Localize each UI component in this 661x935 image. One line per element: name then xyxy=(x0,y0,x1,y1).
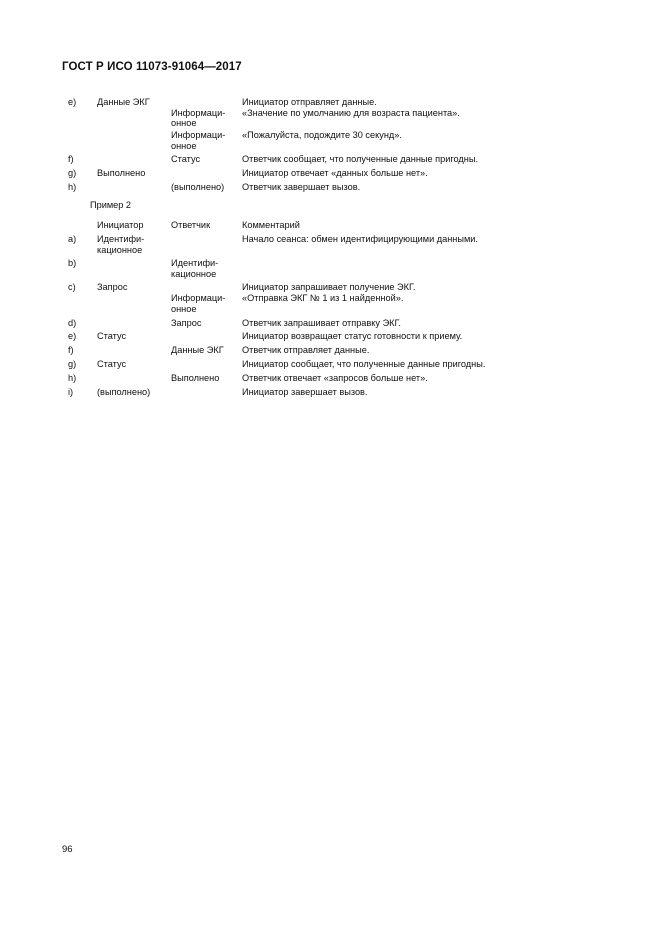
responder-cell: (выполнено) xyxy=(171,182,225,192)
responder-cell: Идентифи- xyxy=(171,258,219,268)
comment-header: Комментарий xyxy=(242,220,300,230)
responder-cell: Информаци- xyxy=(171,130,226,140)
initiator-cell: кационное xyxy=(97,245,143,255)
comment-cell: «Значение по умолчанию для возраста пациента». xyxy=(242,108,460,118)
comment-cell: Инициатор завершает вызов. xyxy=(242,387,368,397)
responder-cell: Данные ЭКГ xyxy=(171,345,224,355)
responder-cell: Информаци- xyxy=(171,293,226,303)
step-key: a) xyxy=(68,234,77,244)
step-key: e) xyxy=(68,97,77,107)
document-header: ГОСТ Р ИСО 11073-91064—2017 xyxy=(62,61,242,73)
comment-cell: Ответчик отправляет данные. xyxy=(242,345,370,355)
comment-cell: Инициатор сообщает, что полученные данные пригодны. xyxy=(242,359,486,369)
step-key: d) xyxy=(68,318,77,328)
initiator-cell: Статус xyxy=(97,359,127,369)
responder-cell: Запрос xyxy=(171,318,202,328)
comment-cell: Начало сеанса: обмен идентифицирующими данными. xyxy=(242,234,478,244)
responder-cell: Информаци- xyxy=(171,108,226,118)
initiator-cell: Запрос xyxy=(97,282,128,292)
responder-cell: Выполнено xyxy=(171,373,220,383)
initiator-cell: Идентифи- xyxy=(97,234,145,244)
step-key: b) xyxy=(68,258,77,268)
comment-cell: «Отправка ЭКГ № 1 из 1 найденной». xyxy=(242,293,404,303)
responder-header: Ответчик xyxy=(171,220,211,230)
step-key: f) xyxy=(68,154,74,164)
initiator-cell: (выполнено) xyxy=(97,387,151,397)
comment-cell: Инициатор отправляет данные. xyxy=(242,97,377,107)
responder-cell: Статус xyxy=(171,154,201,164)
step-key: h) xyxy=(68,182,77,192)
comment-cell: Ответчик отвечает «запросов больше нет». xyxy=(242,373,428,383)
step-key: f) xyxy=(68,345,74,355)
initiator-cell: Статус xyxy=(97,331,127,341)
responder-cell: онное xyxy=(171,304,197,314)
step-key: g) xyxy=(68,168,77,178)
comment-cell: Ответчик запрашивает отправку ЭКГ. xyxy=(242,318,401,328)
responder-cell: онное xyxy=(171,141,197,151)
comment-cell: Инициатор возвращает статус готовности к приему. xyxy=(242,331,463,341)
comment-cell: Инициатор отвечает «данных больше нет». xyxy=(242,168,428,178)
comment-cell: Ответчик завершает вызов. xyxy=(242,182,361,192)
comment-cell: Ответчик сообщает, что полученные данные пригодны. xyxy=(242,154,479,164)
page-number: 96 xyxy=(62,844,73,855)
step-key: h) xyxy=(68,373,77,383)
example-title: Пример 2 xyxy=(90,200,132,210)
initiator-header: Инициатор xyxy=(97,220,144,230)
initiator-cell: Данные ЭКГ xyxy=(97,97,150,107)
comment-cell: Инициатор запрашивает получение ЭКГ. xyxy=(242,282,416,292)
step-key: g) xyxy=(68,359,77,369)
responder-cell: онное xyxy=(171,118,197,128)
step-key: e) xyxy=(68,331,77,341)
comment-cell: «Пожалуйста, подождите 30 секунд». xyxy=(242,130,402,140)
responder-cell: кационное xyxy=(171,269,217,279)
step-key: c) xyxy=(68,282,76,292)
initiator-cell: Выполнено xyxy=(97,168,146,178)
step-key: i) xyxy=(68,387,74,397)
